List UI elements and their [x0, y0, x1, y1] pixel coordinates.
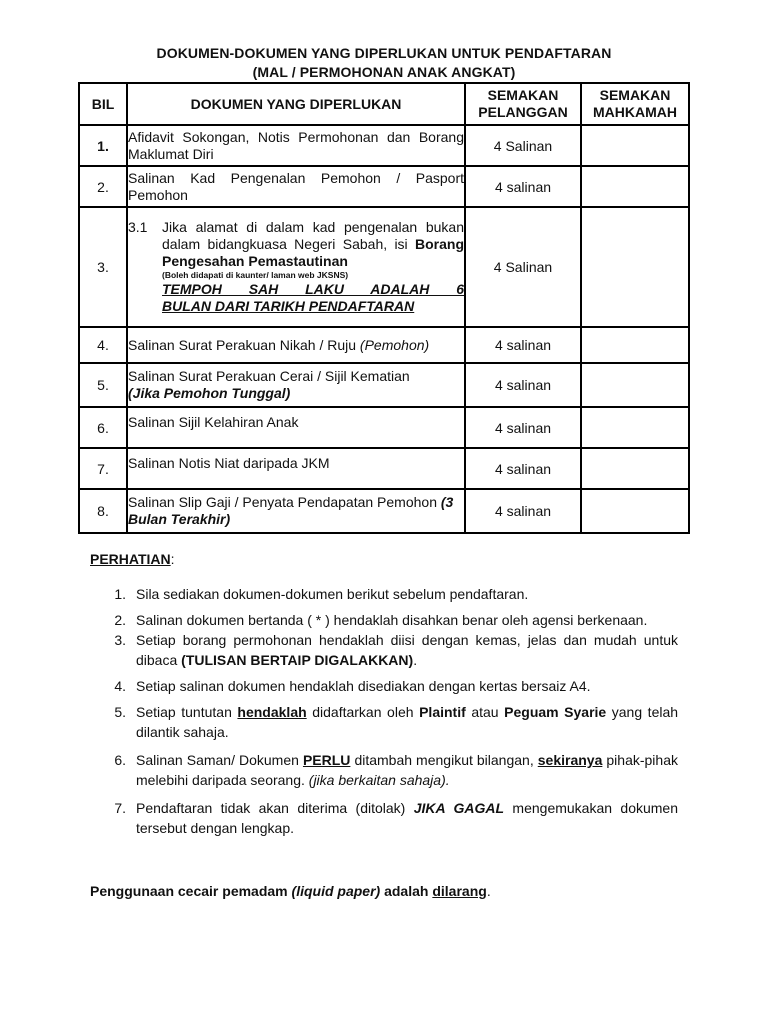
row-number: 3.	[79, 207, 127, 327]
checkbox-cell-mahkamah[interactable]	[581, 125, 689, 166]
row-number: 8.	[79, 489, 127, 533]
row-number: 6.	[79, 407, 127, 448]
row-quantity: 4 salinan	[465, 448, 581, 489]
checkbox-cell-mahkamah[interactable]	[581, 448, 689, 489]
header-semakan-mahkamah: SEMAKAN MAHKAMAH	[581, 83, 689, 125]
validity-warning-2: BULAN DARI TARIKH PENDAFTARAN	[162, 298, 415, 314]
checkbox-cell-mahkamah[interactable]	[581, 363, 689, 407]
table-row	[79, 448, 689, 489]
notes-heading: PERHATIAN:	[90, 551, 175, 567]
header-bil: BIL	[79, 83, 127, 125]
checkbox-cell-mahkamah[interactable]	[581, 407, 689, 448]
row-document: Salinan Slip Gaji / Penyata Pendapatan Pemohon (3 Bulan Terakhir)	[127, 489, 465, 533]
list-item: 6. Salinan Saman/ Dokumen PERLU ditambah mengikut bilangan, sekiranya pihak-pihak melebihi daripada seorang. (jika berkaitan sahaja).	[114, 752, 678, 788]
list-item: 3. Setiap borang permohonan hendaklah diisi dengan kemas, jelas dan mudah untuk dibaca (TULISAN BERTAIP DIGALAKKAN).	[114, 632, 678, 668]
row-number: 1.	[79, 125, 127, 166]
row-quantity: 4 salinan	[465, 166, 581, 207]
row-document: Salinan Surat Perakuan Cerai / Sijil Kematian (Jika Pemohon Tunggal)	[127, 363, 465, 407]
validity-warning: TEMPOH SAH LAKU ADALAH 6	[162, 281, 464, 297]
checkbox-cell-mahkamah[interactable]	[581, 207, 689, 327]
table-row	[79, 489, 689, 533]
table-row	[79, 407, 689, 448]
row-document: Salinan Surat Perakuan Nikah / Ruju (Pemohon)	[127, 327, 465, 363]
table-row	[79, 327, 689, 363]
list-item: 5. Setiap tuntutan hendaklah didaftarkan oleh Plaintif atau Peguam Syarie yang telah dilantik sahaja.	[114, 704, 679, 740]
sub-item-number: 3.1	[128, 219, 148, 235]
table-row	[79, 207, 689, 327]
list-item: 2. Salinan dokumen bertanda ( * ) hendaklah disahkan benar oleh agensi berkenaan.	[114, 612, 648, 628]
list-item: 1. Sila sediakan dokumen-dokumen berikut sebelum pendaftaran.	[114, 586, 529, 602]
row-quantity: 4 salinan	[465, 327, 581, 363]
table-row	[79, 166, 689, 207]
header-dokumen: DOKUMEN YANG DIPERLUKAN	[127, 83, 465, 125]
checkbox-cell-mahkamah[interactable]	[581, 489, 689, 533]
row-document: Salinan Kad Pengenalan Pemohon / Pasport Pemohon	[127, 166, 465, 207]
row-quantity: 4 Salinan	[465, 207, 581, 327]
row-quantity: 4 salinan	[465, 363, 581, 407]
row-document: 3.1 Jika alamat di dalam kad pengenalan bukan dalam bidangkuasa Negeri Sabah, isi Borang Pengesahan Pemastautinan (Boleh didapati di kaunter/ laman web JKSNS) TEMPOH SAH LAKU ADALAH 6 BULAN DARI TARIKH PENDAFTARAN	[127, 207, 465, 327]
notes-list	[90, 584, 678, 838]
row-number: 2.	[79, 166, 127, 207]
row-quantity: 4 Salinan	[465, 125, 581, 166]
row-quantity: 4 salinan	[465, 407, 581, 448]
table-header-row	[79, 83, 689, 125]
row-document: Salinan Notis Niat daripada JKM	[127, 448, 465, 489]
footer-warning: Penggunaan cecair pemadam (liquid paper) adalah dilarang.	[90, 883, 491, 899]
checkbox-cell-mahkamah[interactable]	[581, 166, 689, 207]
table-row	[79, 125, 689, 166]
documents-table	[78, 82, 690, 534]
header-semakan-pelanggan: SEMAKAN PELANGGAN	[465, 83, 581, 125]
row-document: Salinan Sijil Kelahiran Anak	[127, 407, 465, 448]
document-title: DOKUMEN-DOKUMEN YANG DIPERLUKAN UNTUK PENDAFTARAN	[156, 45, 612, 61]
row-quantity: 4 salinan	[465, 489, 581, 533]
table-row	[79, 363, 689, 407]
row-number: 7.	[79, 448, 127, 489]
row-number: 5.	[79, 363, 127, 407]
document-subtitle: (MAL / PERMOHONAN ANAK ANGKAT)	[252, 64, 516, 80]
list-item: 7. Pendaftaran tidak akan diterima (ditolak) JIKA GAGAL mengemukakan dokumen tersebut dengan lengkap.	[114, 800, 679, 836]
form-name: Borang Pengesahan Pemastautinan	[162, 236, 464, 269]
list-item: 4. Setiap salinan dokumen hendaklah disediakan dengan kertas bersaiz A4.	[114, 678, 591, 694]
availability-note: (Boleh didapati di kaunter/ laman web JKSNS)	[162, 270, 349, 280]
checkbox-cell-mahkamah[interactable]	[581, 327, 689, 363]
row-document: Afidavit Sokongan, Notis Permohonan dan Borang Maklumat Diri	[127, 125, 465, 166]
row-number: 4.	[79, 327, 127, 363]
